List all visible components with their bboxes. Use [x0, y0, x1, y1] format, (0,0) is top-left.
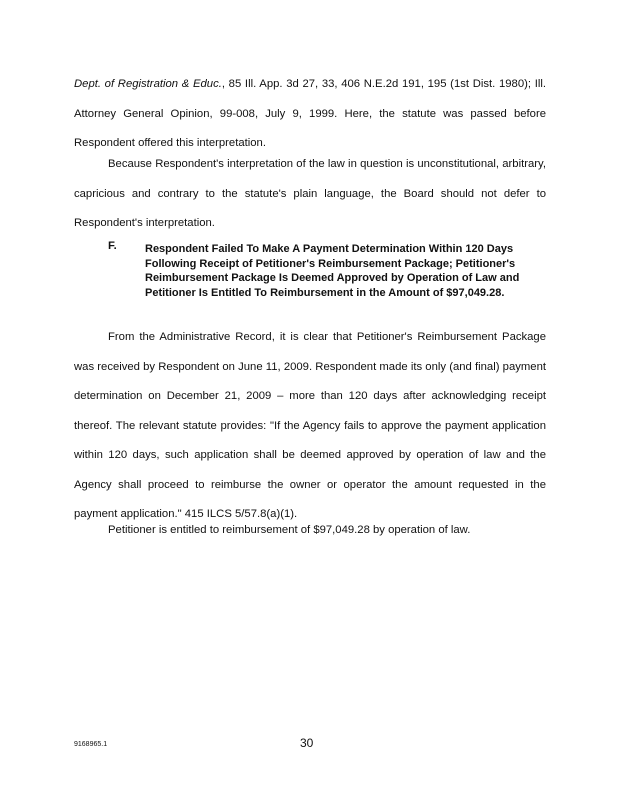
- paragraph-record: [74, 323, 546, 530]
- page-number: 30: [300, 736, 314, 750]
- paragraph-deference: [74, 150, 546, 239]
- section-letter: F.: [108, 240, 117, 252]
- paragraph-deference-text: Because Respondent's interpretation of the law in question is unconstitutional, arbitrary, capricious and contrary to the statute's plain language, the Board should not defer to Respondent's interpretation.: [74, 158, 546, 229]
- document-id: 9168965.1: [74, 741, 108, 748]
- case-citation: Dept. of Registration & Educ.: [74, 78, 222, 90]
- section-heading: Respondent Failed To Make A Payment Determination Within 120 Days Following Receipt of Petitioner's Reimbursement Package; Petitioner's Reimbursement Package Is Deemed Approved by Operation of Law and Petitioner Is Entitled To Reimbursement in the Amount of $97,049.28.: [145, 243, 520, 299]
- paragraph-conclusion: [74, 516, 546, 546]
- paragraph-citation-text: , 85 Ill. App. 3d 27, 33, 406 N.E.2d 191, 195 (1st Dist. 1980); Ill. Attorney General Opinion, 99-008, July 9, 1999. Here, the statute was passed before Respondent offered this interpretation.: [74, 78, 546, 149]
- paragraph-record-text: From the Administrative Record, it is clear that Petitioner's Reimbursement Package was received by Respondent on June 11, 2009. Respondent made its only (and final) payment determination on December 21, 2009 – more than 120 days after acknowledging receipt thereof. The relevant statute provides: "If the Agency fails to approve the payment application within 120 days, such application shall be deemed approved by operation of law and the Agency shall proceed to reimburse the owner or operator the amount requested in the payment application." 415 ILCS 5/57.8(a)(1).: [74, 331, 546, 520]
- paragraph-citation: [74, 70, 546, 159]
- paragraph-conclusion-text: Petitioner is entitled to reimbursement of $97,049.28 by operation of law.: [108, 524, 471, 536]
